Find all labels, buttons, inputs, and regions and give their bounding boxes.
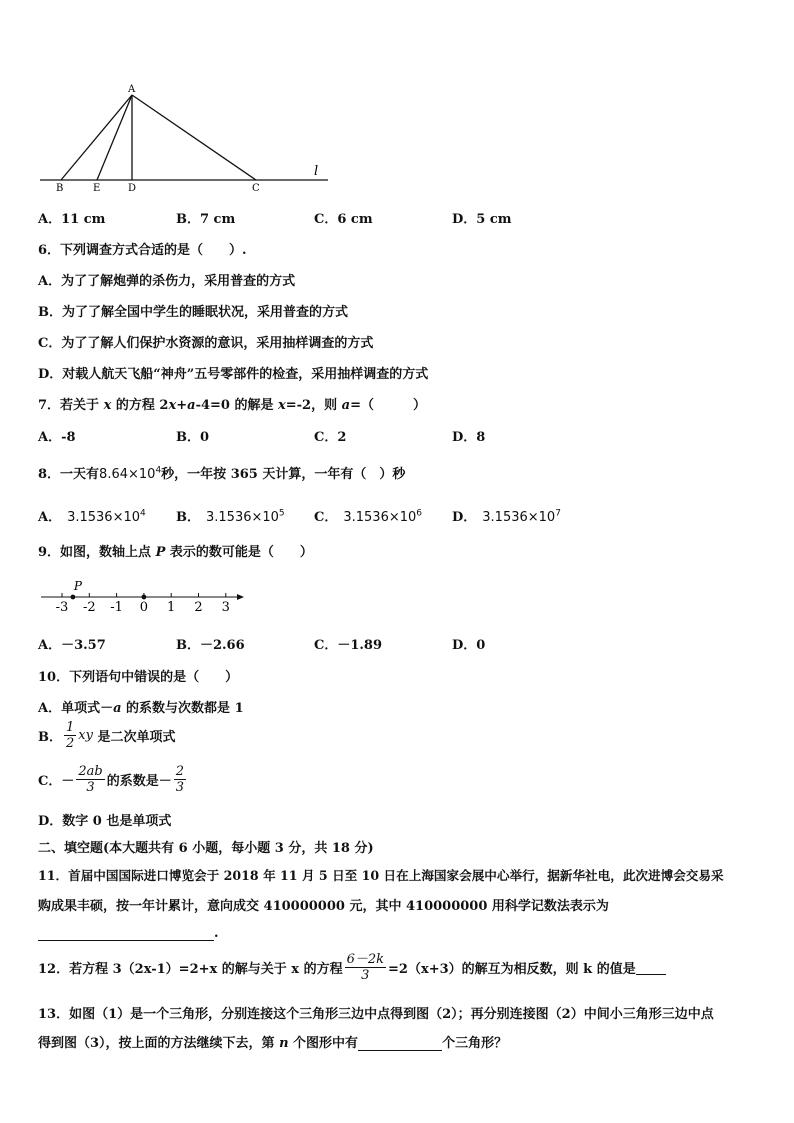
- q8-option-a: A． $3.1536\times 10^4$: [38, 508, 146, 525]
- q6-option-a: A．为了了解炮弹的杀伤力，采用普查的方式: [38, 274, 296, 289]
- q12-answer-blank[interactable]: [636, 960, 666, 975]
- q5-option-b: B．7 cm: [176, 212, 236, 227]
- q13-line2: 得到图（3），按上面的方法继续下去，第 n 个图形中有 个三角形？: [38, 1036, 508, 1051]
- q8-stem: 8．一天有$8.64\times 10^4$秒，一年按 365 天计算，一年有（ ）秒: [38, 465, 406, 482]
- q10-option-d: D．数字 0 也是单项式: [38, 814, 172, 829]
- point-p-label: P: [73, 579, 82, 593]
- q9-option-d: D．0: [452, 638, 486, 653]
- q10-option-a: A．单项式－a 的系数与次数都是 1: [38, 701, 244, 716]
- number-line-tick-label: 2: [194, 600, 203, 615]
- q10-option-c: C．－ $\frac{2ab}{3}$ 的系数是－ $\frac{2}{3}$: [38, 764, 184, 795]
- q11-line1: 11．首届中国国际进口博览会于 2018 年 11 月 5 日至 10 日在上海国家会展中心举行，据新华社电，此次进博会交易采: [38, 868, 724, 883]
- q7-option-c: C．2: [314, 430, 347, 445]
- q8-option-d: D． $3.1536\times 10^7$: [452, 508, 561, 525]
- q9-option-a: A．－3.57: [38, 638, 106, 653]
- segment-AE: [97, 95, 132, 180]
- q6-option-d: D．对载人航天飞船“神舟”五号零部件的检查，采用抽样调查的方式: [38, 367, 429, 382]
- q5-option-a: A．11 cm: [38, 212, 106, 227]
- label-E: E: [93, 183, 101, 194]
- q10-stem: 10．下列语句中错误的是（ ）: [38, 670, 239, 685]
- q7-option-b: B．0: [176, 430, 210, 445]
- q11-answer-blank[interactable]: [38, 926, 214, 941]
- q10-option-b: B． $\frac{1}{2}$ xy 是二次单项式: [38, 720, 176, 751]
- q9-stem: 9．如图，数轴上点 P 表示的数可能是（ ）: [38, 545, 313, 560]
- number-line-tick-label: 1: [167, 600, 176, 615]
- q7-option-a: A．-8: [38, 430, 76, 445]
- label-B: B: [56, 183, 64, 194]
- segment-AC: [132, 95, 256, 180]
- q6-stem: 6．下列调查方式合适的是（ ）.: [38, 243, 247, 258]
- q7-stem: 7．若关于 x 的方程 2x+a-4=0 的解是 x=-2，则 a=（ ）: [38, 398, 426, 413]
- number-line-tick-label: 0: [139, 600, 149, 615]
- q9-option-b: B．－2.66: [176, 638, 245, 653]
- q6-option-b: B．为了了解全国中学生的睡眠状况，采用普查的方式: [38, 305, 348, 320]
- label-l: l: [314, 164, 319, 179]
- q12-stem: 12．若方程 3（2x-1）=2+x 的解与关于 x 的方程 $\frac{6-2k}{3}$ =2（x+3）的解互为相反数，则 k 的值是: [38, 952, 666, 983]
- triangle-figure: [30, 78, 340, 198]
- q9-option-c: C．－1.89: [314, 638, 383, 653]
- label-D: D: [128, 183, 137, 194]
- number-line-tick-label: -1: [110, 600, 123, 615]
- q6-option-c: C．为了了解人们保护水资源的意识，采用抽样调查的方式: [38, 336, 374, 351]
- q7-option-d: D．8: [452, 430, 486, 445]
- number-line-tick-label: -3: [55, 600, 69, 615]
- point-p: [71, 595, 76, 600]
- q5-option-d: D．5 cm: [452, 212, 512, 227]
- section-heading-fill-in: 二、填空题(本大题共有 6 小题，每小题 3 分，共 18 分): [38, 841, 374, 856]
- q11-answer-line: .: [38, 926, 219, 941]
- label-A: A: [128, 84, 136, 95]
- q11-line2: 购成果丰硕，按一年计累计，意向成交 410000000 元，其中 410000000 用科学记数法表示为: [38, 899, 609, 914]
- number-line-tick-label: -2: [82, 600, 96, 615]
- q13-answer-blank[interactable]: [358, 1036, 442, 1051]
- q13-line1: 13．如图（1）是一个三角形，分别连接这个三角形三边中点得到图（2）；再分别连接图（2）中间小三角形三边中点: [38, 1007, 714, 1022]
- q8-option-b: B． $3.1536\times 10^5$: [176, 508, 285, 525]
- origin-dot: [142, 595, 147, 600]
- number-line-tick-label: 3: [221, 600, 230, 615]
- q5-option-c: C．6 cm: [314, 212, 373, 227]
- q8-option-c: C． $3.1536\times 10^6$: [314, 508, 423, 525]
- segment-AB: [61, 95, 132, 180]
- number-line-arrow-icon: [237, 594, 244, 600]
- number-line: [38, 576, 253, 618]
- label-C: C: [252, 183, 260, 194]
